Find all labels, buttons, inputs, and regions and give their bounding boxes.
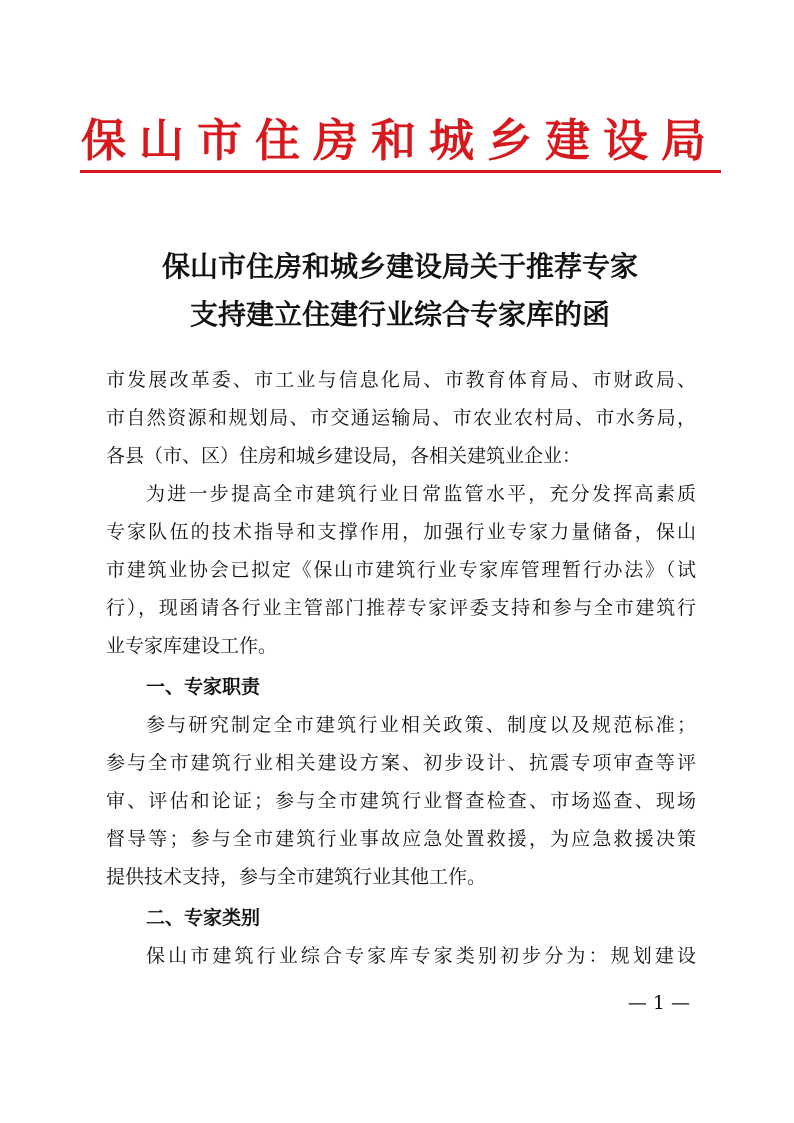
categories-paragraph-line-1: 保山市建筑行业综合专家库专家类别初步分为：规划建设 [146,945,696,967]
document-title-line-1: 保山市住房和城乡建设局关于推荐专家 [161,250,638,283]
duties-paragraph-line-1: 参与研究制定全市建筑行业相关政策、制度以及规范标准； [146,714,696,736]
red-divider-line [80,170,721,173]
addressee-line-1: 市发展改革委、市工业与信息化局、市教育体育局、市财政局、 [106,369,696,391]
intro-paragraph-line-1: 为进一步提高全市建筑行业日常监管水平，充分发挥高素质 [146,483,696,505]
intro-paragraph-line-4: 行），现函请各行业主管部门推荐专家评委支持和参与全市建筑行 [106,597,696,619]
addressee-line-2: 市自然资源和规划局、市交通运输局、市农业农村局、市水务局， [106,407,696,429]
duties-paragraph-line-5: 提供技术支持，参与全市建筑行业其他工作。 [106,866,487,888]
duties-paragraph-line-3: 审、评估和论证；参与全市建筑行业督查检查、市场巡查、现场 [106,790,696,812]
section-heading-duties: 一、专家职责 [146,676,261,698]
intro-paragraph-line-2: 专家队伍的技术指导和支撑作用，加强行业专家力量储备，保山 [106,521,696,543]
page-number: — 1 — [627,992,690,1014]
intro-paragraph-line-5: 业专家库建设工作。 [106,635,278,657]
issuer-masthead: 保山市住房和城乡建设局 [80,114,719,167]
addressee-line-3: 各县（市、区）住房和城乡建设局，各相关建筑业企业： [106,445,582,467]
intro-paragraph-line-3: 市建筑业协会已拟定《保山市建筑行业专家库管理暂行办法》（试 [106,559,696,581]
duties-paragraph-line-4: 督导等；参与全市建筑行业事故应急处置救援，为应急救援决策 [106,828,696,850]
section-heading-categories: 二、专家类别 [146,907,261,929]
duties-paragraph-line-2: 参与全市建筑行业相关建设方案、初步设计、抗震专项审查等评 [106,752,696,774]
document-title-line-2: 支持建立住建行业综合专家库的函 [189,298,610,331]
